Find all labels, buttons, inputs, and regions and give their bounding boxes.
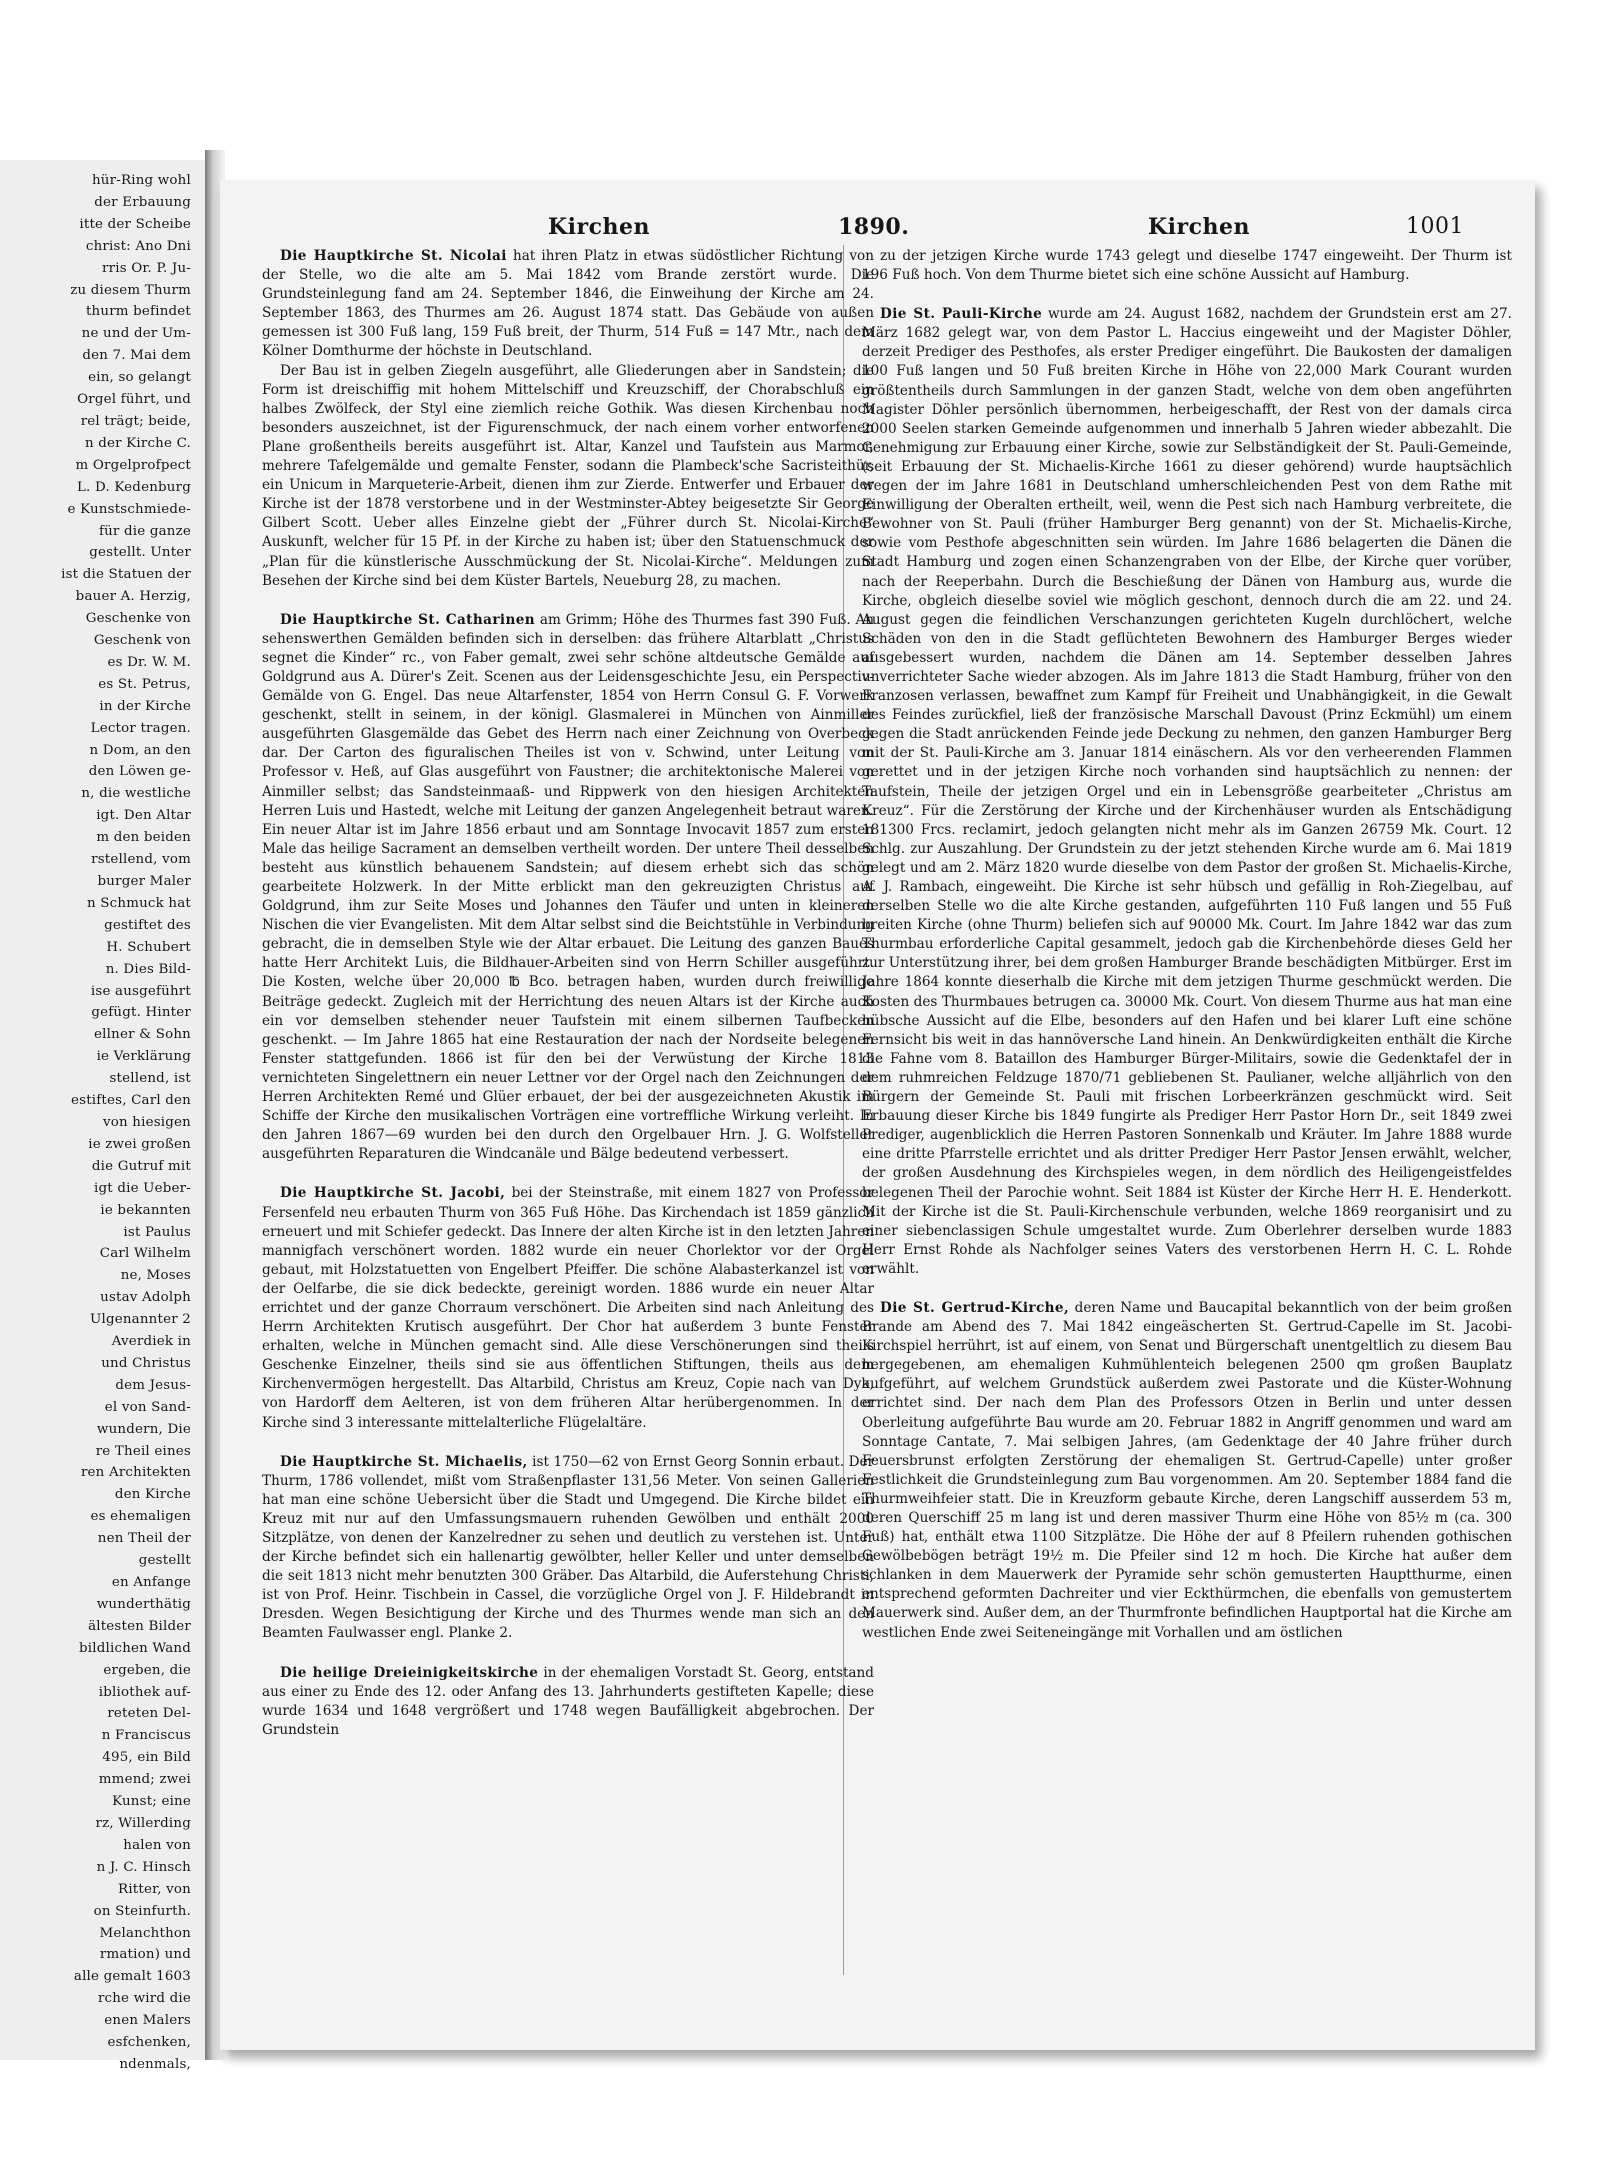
- previous-page-line: für die ganze: [98, 523, 191, 539]
- previous-page-line: ein, so gelangt: [88, 370, 191, 386]
- previous-page-line: rris Or. P. Ju-: [102, 260, 191, 276]
- previous-page-line: rmation) und: [99, 1947, 191, 1963]
- article-entry: [862, 1299, 1512, 1643]
- entry-text: bei der Steinstraße, mit einem 1827 von Professor Fersenfeld neu erbauten Thurm von 365 Fuß Höhe. Das Kirchendach ist 1859 gänzlich erneuert und mit Schiefer gedeckt. Das Innere der alten Kirche ist in den letzten Jahren mannigfach verschönert worden. 1882 wurde ein neuer Chorlektor vor der Orgel gebaut, mit Holzstatuetten von Engelbert Pfeiffer. Die schöne Alabasterkanzel ist von der Oelfarbe, die sie dick bedeckte, gereinigt worden. 1886 wurde ein neuer Altar errichtet und der ganze Chorraum verschönert. Die Arbeiten sind nach Anleitung des Herrn Architekten Krutisch ausgeführt. Der Chor hat außerdem 3 bunte Fenster erhalten, welche in München gemacht sind. Alle diese Verschönerungen sind theils Geschenke Einzelner, theils sind sie aus öffentlichen Stiftungen, theils aus dem Kirchenvermögen hergestellt. Das Altarbild, Christus am Kreuz, Copie nach van Dyk, von Hardorff dem Aelteren, ist von dem früheren Altar herübergenommen. In der Kirche sind 3 interessante mittelalterliche Flügelaltäre.: [262, 1185, 874, 1431]
- entry-text: hat ihren Platz in etwas südöstlicher Richtung von der Stelle, wo die alte am 5. Mai 1842 vom Brande zerstört wurde. Die Grundsteinlegung fand am 24. September 1846, die Einweihung der Kirche am 24. September 1863, des Thurmes am 26. August 1874 statt. Das Gebäude von außen gemessen ist 300 Fuß lang, 159 Fuß breit, der Thurm, 514 Fuß = 147 Mtr., nach dem Kölner Domthurme der höchste in Deutschland.: [262, 248, 875, 360]
- previous-page-line: re Theil eines: [95, 1443, 191, 1459]
- previous-page-line: el von Sand-: [104, 1399, 191, 1415]
- entry-text: zu der jetzigen Kirche wurde 1743 gelegt und dieselbe 1747 eingeweiht. Der Thurm ist 196 Fuß hoch. Von dem Thurme bietet sich eine schöne Aussicht auf Hamburg.: [862, 248, 1512, 284]
- entry-heading: Die St. Pauli-Kirche: [880, 306, 1043, 323]
- previous-page-line: ise ausgeführt: [90, 983, 191, 999]
- previous-page-line: es St. Petrus,: [98, 676, 191, 692]
- previous-page-line: n J. C. Hinsch: [96, 1859, 191, 1875]
- previous-page-line: zu diesem Thurm: [70, 282, 191, 298]
- previous-page-line: Lector tragen.: [90, 720, 191, 736]
- previous-page-line: burger Maler: [97, 874, 191, 889]
- previous-page-line: m den beiden: [96, 830, 191, 846]
- previous-page-line: und Christus: [101, 1355, 191, 1371]
- previous-page-line: n. Dies Bild-: [105, 961, 191, 977]
- previous-page-line: thurm befindet: [85, 304, 191, 320]
- entry-heading: Die heilige Dreieinigkeitskirche: [280, 1664, 539, 1681]
- previous-page-line: igt. Den Altar: [96, 808, 191, 824]
- previous-page-line: Melanchthon: [99, 1925, 191, 1941]
- previous-page-line: gestiftet des: [104, 917, 191, 933]
- previous-page-line: rel trägt; beide,: [80, 413, 191, 429]
- article-paragraph: [262, 362, 874, 591]
- previous-page-line: von hiesigen: [102, 1114, 191, 1130]
- previous-page-line: igt die Ueber-: [94, 1180, 191, 1196]
- previous-page-line: der Erbauung: [94, 194, 191, 210]
- previous-page-line: estiftes, Carl den: [71, 1093, 191, 1109]
- previous-page-line: ist Paulus: [123, 1224, 191, 1240]
- previous-page-line: L. D. Kedenburg: [76, 479, 191, 495]
- previous-page-line: itte der Scheibe: [79, 216, 191, 232]
- previous-page-line: gefügt. Hinter: [91, 1005, 191, 1021]
- previous-page-line: Carl Wilhelm: [99, 1246, 191, 1262]
- previous-page-line: H. Schubert: [106, 939, 191, 955]
- page-number: 1001: [1406, 214, 1464, 239]
- previous-page-line: ist die Statuen der: [61, 567, 191, 583]
- previous-page-line: on Steinfurth.: [93, 1903, 191, 1919]
- previous-page-line: rstellend, vom: [91, 852, 191, 868]
- entry-heading: Die Hauptkirche St. Michaelis,: [280, 1453, 528, 1470]
- article-paragraph: [862, 247, 1512, 285]
- left-column: [262, 247, 874, 1740]
- previous-page-line: ndenmals,: [119, 2056, 191, 2072]
- previous-page-text: [0, 170, 199, 2076]
- previous-page-line: christ: Ano Dni: [85, 238, 191, 254]
- previous-page-line: alle gemalt 1603: [73, 1969, 191, 1985]
- previous-page-line: ne und der Um-: [81, 326, 191, 342]
- entry-text: Der Bau ist in gelben Ziegeln ausgeführt, alle Gliederungen aber in Sandstein; die Form ist dreischiffig mit hohem Mittelschiff und Kreuzschiff, der Chorabschluß ein halbes Zwölfeck, der Styl eine ziemlich reiche Gothik. Was diesen Kirchenbau noch besonders auszeichnet, ist der Figurenschmuck, der nach einem vorher entworfenen Plane großentheils bereits ausgeführt ist. Altar, Kanzel und Taufstein aus Marmor, mehrere Tafelgemälde und gemalte Fenster, sodann die Plambeck'sche Sacristeithür, ein Unicum in Marqueterie-Arbeit, dienen ihm zur Zierde. Entwerfer und Erbauer der Kirche ist der 1878 verstorbene und in der Westminster-Abtey beigesetzte Sir George Gilbert Scott. Ueber alles Einzelne giebt der „Führer durch St. Nicolai-Kirche“ Auskunft, welcher für 15 Pf. in der Kirche zu haben ist; über den Statuenschmuck der „Plan für die künstlerische Ausschmückung der St. Nicolai-Kirche“. Meldungen zum Besehen der Kirche sind bei dem Küster Bartels, Neueburg 28, zu machen.: [262, 362, 874, 589]
- paragraph-gap: [862, 1279, 1512, 1299]
- previous-page-line: n Dom, an den: [89, 742, 191, 758]
- previous-page-line: es ehemaligen: [90, 1509, 191, 1525]
- previous-page-edge: [0, 160, 205, 2072]
- entry-text: ist 1750—62 von Ernst Georg Sonnin erbaut. Der Thurm, 1786 vollendet, mißt vom Straßenpflaster 131,56 Meter. Von seinen Gallerien hat man eine schöne Uebersicht über die Stadt und Umgegend. Die Kirche bildet ein Kreuz mit nur auf den Umfassungsmauern ruhenden Gewölben und enthält 2000 Sitzplätze, von denen der Kanzelredner zu sehen und deutlich zu verstehen ist. Unter der Kirche befindet sich ein hallenartig gewölbter, heller Keller und unter demselben die seit 1813 nicht mehr benutzten 300 Gräber. Das Altarbild, die Auferstehung Christi, ist von Prof. Heinr. Tischbein in Cassel, die vorzügliche Orgel von J. F. Hildebrandt in Dresden. Wegen Besichtigung der Kirche und des Thurmes wende man sich an den Beamten Faulwasser engl. Planke 2.: [262, 1453, 875, 1642]
- entry-text: wurde am 24. August 1682, nachdem der Grundstein erst am 27. März 1682 gelegt war, von dem Pastor L. Haccius eingeweiht und der Magister Döhler, derzeit Prediger des Pesthofes, als erster Prediger eingeführt. Die Baukosten der damaligen 100 Fuß langen und 50 Fuß breiten Kirche in Höhe von 22,000 Mark Courant wurden größtentheils durch Sammlungen in der ganzen Stadt, welche von dem oben angeführten Magister Döhler persönlich übernommen, herbeigeschafft, der Rest von der damals circa 2000 Seelen starken Gemeinde aufgenommen und innerhalb 5 Jahren wieder abbezahlt. Die Genehmigung zur Erbauung einer Kirche, sowie zur Selbständigkeit der St. Pauli-Gemeinde, (seit Erbauung der St. Michaelis-Kirche 1661 zu dieser gehörend) wurde hauptsächlich wegen der im Jahre 1681 in Deutschland umherschleichenden Pest von dem Rathe mit Einwilligung der Oberalten ertheilt, weil, wenn die Pest sich nach Hamburg verbreitete, die Bewohner von St. Pauli (früher Hamburger Berg genannt) von der St. Michaelis-Kirche, sowie vom Pesthofe abgeschnitten sein würden. Im Jahre 1686 belagerten die Dänen die Stadt Hamburg und zogen einen Schanzengraben von der Elbe, der Kirche quer vorüber, nach der Reeperbahn. Durch die Beschießung der Dänen von Hamburg aus, wurde die Kirche, obgleich dieselbe soviel wie möglich geschont, dennoch durch die am 22. und 24. August gegen die feindlichen Verschanzungen gerichteten Kugeln durchlöchert, welche Schäden von den in die Stadt geflüchteten Bewohnern des Hamburger Berges wieder ausgebessert wurden, nachdem die Dänen am 14. September desselben Jahres unverrichteter Sache wieder abzogen. Als im Jahre 1813 die Stadt Hamburg, früher von den Franzosen verlassen, bewaffnet zum Kampf für Freiheit und Unabhängigkeit, in die Gewalt des Feindes zurückfiel, ließ der französische Marschall Davoust (Prinz Eckmühl) um einem gegen die Stadt anrückenden Feinde jede Deckung zu nehmen, den ganzen Hamburger Berg mit der St. Pauli-Kirche am 3. Januar 1814 einäschern. Als vor den verheerenden Flammen gerettet und in der jetzigen Kirche noch vorhanden sind hauptsächlich zu nennen: der Taufstein, Theile der jetzigen Orgel und ein in Lebensgröße gearbeiteter „Christus am Kreuz“. Für die Zerstörung der Kirche und der Kirchenhäuser wurden als Entschädigung 181300 Frcs. reclamirt, jedoch gelangten nicht mehr als im Ganzen 26759 Mk. Court. 12 Schlg. zur Auszahlung. Der Grundstein zu der jetzt stehenden Kirche wurde am 6. Mai 1819 gelegt und am 2. März 1820 wurde dieselbe von dem Pastor der großen St. Michaelis-Kirche, A. J. Rambach, eingeweiht. Die Kirche ist sehr hübsch und gefällig in Roh-Ziegelbau, auf derselben Stelle wo die alte Kirche gestanden, aufgeführten 110 Fuß langen und 55 Fuß breiten Kirche (ohne Thurm) beliefen sich auf 90000 Mk. Court. Im Jahre 1842 war das zum Thurmbau erforderliche Capital gesammelt, jedoch gab die Kirchenbehörde dieses Geld her zur Unterstützung ihrer, bei dem großen Hamburger Brande beschädigten Mitbürger. Erst im Jahre 1864 konnte dieserhalb die Kirche mit dem jetzigen Thurme geschmückt werden. Die Kosten des Thurmbaues betrugen ca. 30000 Mk. Court. Von diesem Thurme aus hat man eine hübsche Aussicht auf die Elbe, besonders auf den Hafen und bei klarer Luft eine schöne Fernsicht bis weit in das hannöversche Land hinein. An Denkwürdigkeiten enthält die Kirche die Fahne vom 8. Bataillon des Hamburger Bürger-Militairs, sowie die Gedenktafel der in dem ruhmreichen Feldzuge 1870/71 gebliebenen St. Paulianer, welche alljährlich von den Bürgern der Gemeinde St. Pauli mit frischen Lorbeerkränzen geschmückt wird. Seit Erbauung dieser Kirche bis 1849 fungirte als Prediger Herr Pastor Horn Dr., seit 1849 zwei Prediger, augenblicklich die Herren Pastoren Sonnenkalb und Kräuter. Im Jahre 1888 wurde eine dritte Pfarrstelle errichtet und als dritter Prediger Herr Pastor Jensen erwählt, welcher, der großen Ausdehnung des Kirchspieles wegen, in dem nördlich des Heiligengeistfeldes belegenen Theil der Parochie wohnt. Seit 1884 ist Küster der Kirche Herr H. E. Henderkott. Mit der Kirche ist die St. Pauli-Kirchenschule verbunden, welche 1869 reorganisirt und zu einer siebenclassigen Schule umgestaltet wurde. Zum Oberlehrer derselben wurde 1883 Herr Ernst Rohde als Nachfolger seines Vaters des verstorbenen Herrn H. C. L. Rohde erwählt.: [862, 306, 1513, 1277]
- previous-page-line: e Kunstschmiede-: [67, 501, 191, 517]
- previous-page-line: n Franciscus: [101, 1728, 191, 1744]
- entry-text: am Grimm; Höhe des Thurmes fast 390 Fuß. An sehenswerthen Gemälden befinden sich in derselben: das frühere Altarblatt „Christus segnet die Kinder“ rc., von Faber gemalt, zwei sehr schöne altdeutsche Gemälde auf Goldgrund aus A. Dürer's Zeit. Scenen aus der Leidensgeschichte Jesu, ein Perspectiv-Gemälde von G. Engel. Das neue Altarfenster, 1854 von Herrn Consul G. F. Vorwerk geschenkt, stellt in seinem, in der königl. Glasmalerei in München von Ainmiller ausgeführten Glasgemälde das Gebet des Herrn nach einer Zeichnung von Overbeck dar. Der Carton des figuralischen Theiles ist von v. Schwind, unter Leitung von Professor v. Heß, auf Glas ausgeführt von Faustner; die architektonische Malerei von Ainmiller selbst; das Sandsteinmaaß- und Rippwerk von den hiesigen Architekten Herren Luis und Hastedt, welche mit Leitung der ganzen Angelegenheit betraut waren. Ein neuer Altar ist im Jahre 1856 erbaut und am Sonntage Invocavit 1857 zum ersten Male das heilige Sacrament an demselben vertheilt worden. Der untere Theil desselben besteht aus künstlich behauenem Sandstein; auf diesem erhebt sich das schön gearbeitete Holzwerk. In der Mitte erblickt man den gekreuzigten Christus auf Goldgrund, ihm zur Seite Moses und Johannes den Täufer und unten in kleineren Nischen die vier Evangelisten. Mit dem Altar selbst sind die Beichtstühle in Verbindung gebracht, die in demselben Style wie der Altar erbauet. Die Leitung des ganzen Baues hatte Herr Architekt Luis, die Bildhauer-Arbeiten sind von Herrn Schiller ausgeführt. Die Kosten, welche über 20,000 ℔ Bco. betragen haben, wurden durch freiwillige Beiträge gedeckt. Zugleich mit der Herrichtung des neuen Altars ist der Kirche auch ein vor demselben stehender neuer Taufstein mit einem silbernen Taufbecken geschenkt. — Im Jahre 1865 hat eine Restauration der nach der Nordseite belegenen Fenster stattgefunden. 1866 ist für den bei der Verwüstung der Kirche 1813 vernichteten Singelettnern ein neuer Lettner vor der Orgel nach den Zeichnungen der Herren Architekten Remé und Glüer erbauet, der bei der ausgezeichneten Akustik im Schiffe der Kirche den musikalischen Vorträgen eine vortreffliche Wirkung verleiht. In den Jahren 1867—69 wurden bei den durch den Orgelbauer Hrn. J. G. Wolfsteller ausgeführten Reparaturen die Windcanäle und Bälge bedeutend verbessert.: [262, 611, 875, 1163]
- entry-heading: Die Hauptkirche St. Jacobi,: [280, 1185, 506, 1202]
- previous-page-line: 495, ein Bild: [102, 1750, 191, 1766]
- paragraph-gap: [862, 285, 1512, 305]
- previous-page-line: halen von: [123, 1837, 191, 1853]
- previous-page-line: ibliothek auf-: [98, 1684, 191, 1700]
- previous-page-line: n Schmuck hat: [87, 895, 191, 911]
- previous-page-line: ergeben, die: [103, 1662, 191, 1678]
- article-entry: [862, 305, 1512, 1279]
- previous-page-line: m Orgelprofpect: [75, 457, 191, 473]
- previous-page-line: rz, Willerding: [95, 1815, 191, 1831]
- previous-page-line: Geschenke von: [85, 611, 191, 627]
- right-column: [862, 247, 1512, 1643]
- article-entry: [262, 1453, 874, 1644]
- entry-heading: Die St. Gertrud-Kirche,: [880, 1299, 1070, 1316]
- paragraph-gap: [262, 1164, 874, 1184]
- previous-page-line: bauer A. Herzig,: [75, 589, 191, 605]
- previous-page-line: ren Architekten: [80, 1465, 191, 1481]
- previous-page-line: ie zwei großen: [88, 1136, 191, 1152]
- previous-page-line: wunderthätig: [96, 1596, 191, 1612]
- previous-page-line: ellner & Sohn: [94, 1027, 191, 1043]
- article-entry: [262, 247, 874, 362]
- previous-page-line: dem Jesus-: [115, 1377, 191, 1393]
- previous-page-line: Orgel führt, und: [77, 392, 191, 408]
- header-year: 1890.: [838, 214, 910, 240]
- previous-page-line: reteten Del-: [107, 1706, 191, 1722]
- previous-page-line: Geschenk von: [93, 633, 191, 649]
- paragraph-gap: [262, 591, 874, 611]
- previous-page-line: rche wird die: [97, 1991, 191, 2007]
- previous-page-line: ne, Moses: [120, 1268, 191, 1284]
- previous-page-line: es Dr. W. M.: [107, 654, 191, 670]
- article-entry: [262, 1664, 874, 1740]
- previous-page-line: ie Verklärung: [96, 1049, 191, 1065]
- previous-page-line: gestellt: [138, 1553, 191, 1569]
- previous-page-line: n, die westliche: [81, 786, 191, 802]
- article-entry: [262, 611, 874, 1165]
- header-right-title: Kirchen: [1148, 214, 1250, 240]
- article-entry: [262, 1184, 874, 1432]
- header-left-title: Kirchen: [548, 214, 650, 240]
- previous-page-line: nen Theil der: [97, 1531, 191, 1547]
- previous-page-line: in der Kirche: [99, 698, 191, 714]
- previous-page-line: wundern, Die: [96, 1421, 191, 1437]
- previous-page-line: ie bekannten: [100, 1202, 191, 1218]
- previous-page-line: ältesten Bilder: [88, 1618, 191, 1634]
- paragraph-gap: [262, 1644, 874, 1664]
- entry-heading: Die Hauptkirche St. Catharinen: [280, 611, 536, 628]
- entry-text: deren Name und Baucapital bekanntlich von der beim großen Brande am Abend des 7. Mai 1842 eingeäscherten St. Gertrud-Capelle im St. Jacobi-Kirchspiel herrührt, ist auf einem, von Senat und Bürgerschaft unentgeltlich zu diesem Bau hergegebenen, am ehemaligen Kuhmühlenteich belegenen 2500 qm großen Bauplatz aufgeführt, auf welchem Grundstück außerdem zwei Pastorate und die Küster-Wohnung errichtet sind. Der nach dem Plan des Professors Otzen in Berlin und unter dessen Oberleitung aufgeführte Bau wurde am 20. Februar 1882 in Angriff genommen und ward am Sonntage Cantate, 7. Mai selbigen Jahres, (am Gedenktage der 40 Jahre früher durch Feuersbrunst erfolgten Zerstörung der ehemaligen St. Gertrud-Capelle) unter großer Festlichkeit die Grundsteinlegung zum Bau vorgenommen. Am 20. September 1884 fand die Thurmweihfeier statt. Die in Kreuzform gebaute Kirche, deren Langschiff ausserdem 53 m, deren Querschiff 25 m lang ist und deren massiver Thurm eine Höhe von 85½ m (ca. 300 Fuß) hat, enthält etwa 1100 Sitzplätze. Die Höhe der auf 8 Pfeilern ruhenden gothischen Gewölbebögen beträgt 19½ m. Die Pfeiler sind 12 m hoch. Die Kirche hat außer dem schlanken in dem Mauerwerk der Pyramide sehr schön gemusterten Hauptthurme, einen entsprechend geformten Dachreiter und vier Eckthürmchen, die ebenfalls von gemustertem Mauerwerk sind. Außer dem, an der Thurmfronte befindlichen Hauptportal hat die Kirche am westlichen Ende zwei Seiteneingänge mit Vorhallen und am östlichen: [862, 1299, 1512, 1641]
- previous-page-line: Ulgenannter 2: [89, 1312, 191, 1328]
- previous-page-line: die Gutruf mit: [91, 1158, 191, 1174]
- previous-page-line: n der Kirche C.: [84, 435, 191, 451]
- previous-page-line: hür-Ring wohl: [91, 173, 191, 188]
- entry-text: in der ehemaligen Vorstadt St. Georg, entstand aus einer zu Ende des 12. oder Anfang des 13. Jahrhunderts gestifteten Kapelle; diese wurde 1634 und 1648 vergrößert und 1748 wegen Baufälligkeit abgebrochen. Der Grundstein: [262, 1664, 874, 1738]
- previous-page-line: gestellt. Unter: [89, 545, 191, 561]
- previous-page-line: en Anfange: [111, 1575, 191, 1590]
- previous-page-line: stellend, ist: [109, 1071, 191, 1087]
- previous-page-line: Averdiek in: [111, 1334, 191, 1350]
- previous-page-line: den Kirche: [114, 1487, 191, 1503]
- previous-page-line: den Löwen ge-: [88, 764, 191, 780]
- previous-page-line: enen Malers: [104, 2013, 191, 2029]
- previous-page-line: mmend; zwei: [98, 1772, 191, 1788]
- entry-heading: Die Hauptkirche St. Nicolai: [280, 248, 507, 264]
- previous-page-line: ustav Adolph: [100, 1290, 191, 1306]
- previous-page-line: den 7. Mai dem: [82, 348, 191, 364]
- paragraph-gap: [262, 1433, 874, 1453]
- previous-page-line: Ritter, von: [118, 1881, 191, 1897]
- previous-page-line: Kunst; eine: [112, 1794, 191, 1810]
- previous-page-line: bildlichen Wand: [79, 1640, 191, 1656]
- previous-page-line: esfchenken,: [107, 2035, 191, 2051]
